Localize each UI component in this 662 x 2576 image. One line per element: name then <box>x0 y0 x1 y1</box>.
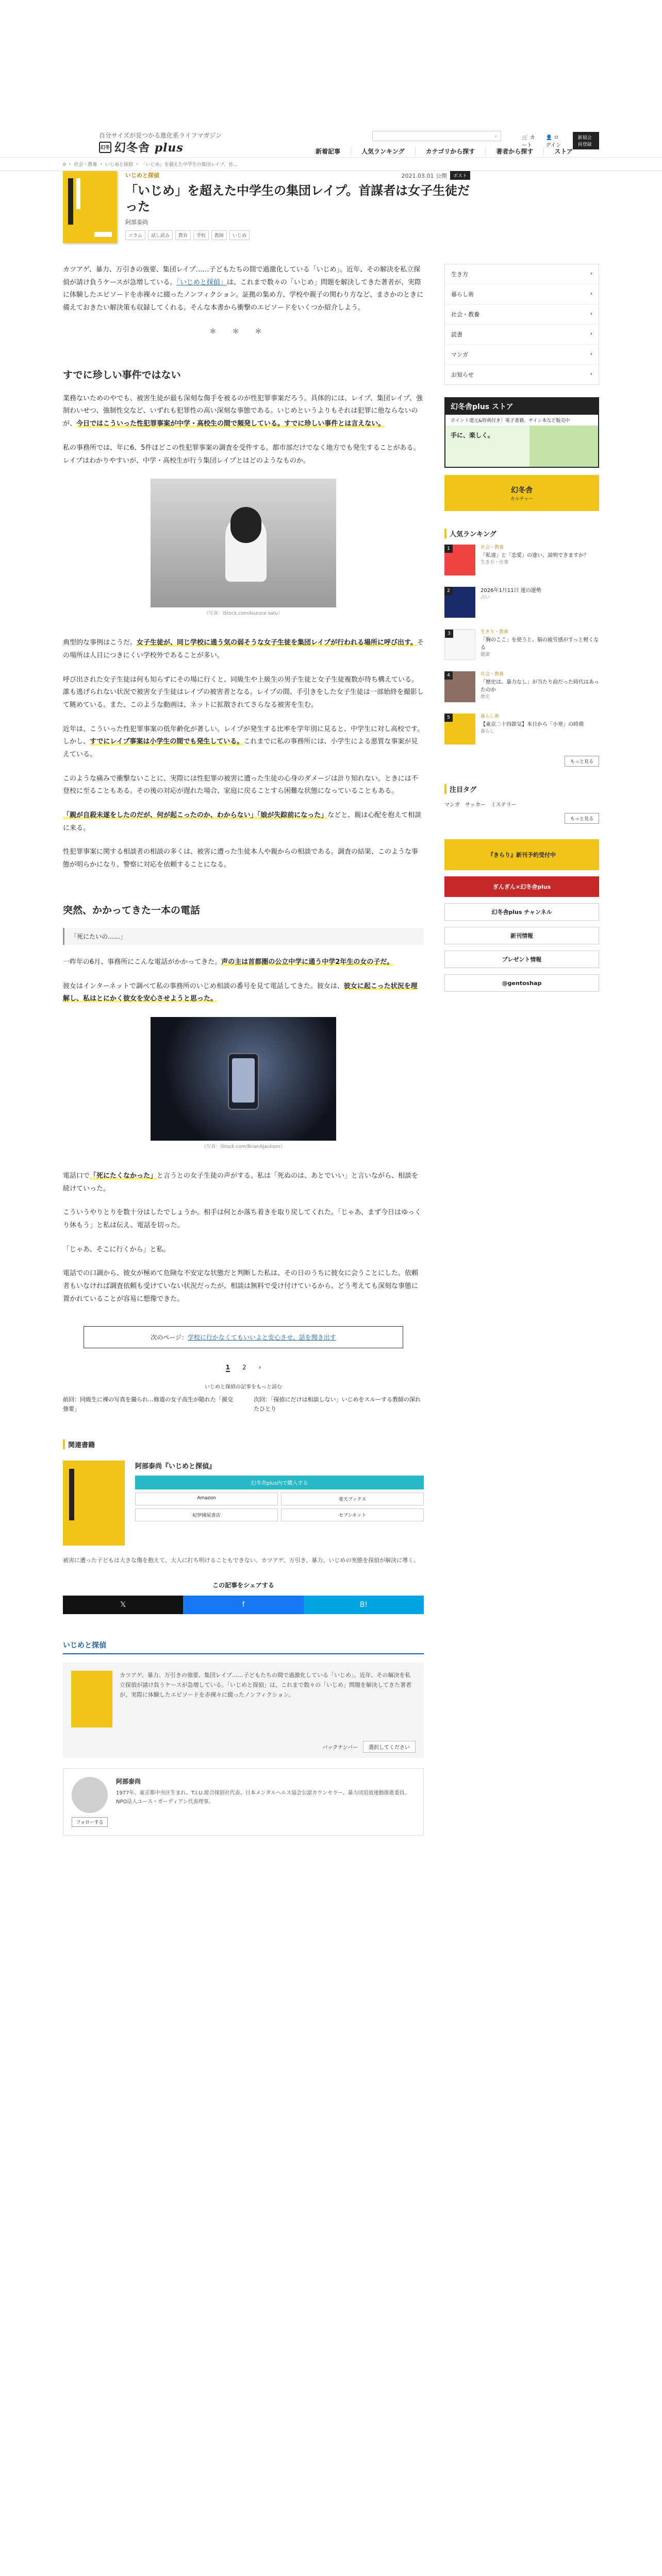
section-heading: 突然、かかってきた一本の電話 <box>63 904 201 916</box>
article-photo <box>151 1017 336 1141</box>
category-item[interactable]: マンガ › <box>445 345 599 365</box>
related-book-cover[interactable] <box>63 1461 125 1546</box>
series-book-cover[interactable] <box>63 171 117 243</box>
nav-new[interactable]: 新着記事 <box>316 148 341 155</box>
nav-ranking[interactable]: 人気ランキング <box>351 147 415 156</box>
side-banner[interactable]: 『きらり』新刊予約受付中 <box>444 839 599 870</box>
paragraph: 彼女はインターネットで調べて私の事務所のいじめ相談の番号を見て電話してきた。彼女は、彼女に起こった状況を理解し、私はとにかく彼女を安心させようと思った。 <box>63 982 418 1003</box>
breadcrumb-item[interactable]: 社会・教養 <box>74 162 97 167</box>
series-description: カツアゲ、暴力、万引きの強要、集団レイプ……子どもたちの間で過激化している「いじめ」。近年、その解決を私立探偵が請け負うケースが急増している。「いじめと探偵」は、これまで数々の「いじめ」問題を解決してきた著者が、実際に体験したエピソードを赤裸々に綴ったノンフィクション。 <box>120 1672 411 1698</box>
backnumber-select[interactable]: 選択してください <box>363 1741 416 1753</box>
next-article-link[interactable]: 次回：「探偵にだけは相談しない」いじめをスルーする教師の深れたひとり <box>254 1396 421 1412</box>
author-bio: 1977年、東京都中央区生まれ。T.I.U.総合探偵社代表。日本メンタルヘルス協会公認カウンセラー。暴力団追放運動推進委員。NPO法人ユース・ガーディアン代表理事。 <box>116 1790 410 1805</box>
ranking-item[interactable]: 3 生き方・教養 「胸のここ」を使うと、脳の疲労感がすっと軽くなる 健康 <box>444 629 599 660</box>
search-icon[interactable]: ⌕ <box>494 133 498 139</box>
chevron-right-icon: › <box>590 270 592 277</box>
more-button[interactable]: もっと見る <box>565 813 599 824</box>
tag-list <box>125 230 470 240</box>
related-book-name[interactable]: 阿部泰尚『いじめと探偵』 <box>135 1462 216 1470</box>
series-title[interactable]: いじめと探偵 <box>63 1640 424 1654</box>
section-heading: すでに珍しい事件ではない <box>63 369 181 381</box>
author-name[interactable]: 阿部泰尚 <box>116 1778 141 1786</box>
photo-caption: （写真：iStock.com/BrianAJackson） <box>202 1144 285 1149</box>
author-avatar[interactable] <box>72 1777 108 1813</box>
series-card-cover[interactable] <box>71 1671 112 1727</box>
ranking-item[interactable]: 1 社会・教養 「私達」と「恋愛」の違い、説明できますか？ 生き方・仕事 <box>444 545 599 575</box>
paragraph: カツアゲ、暴力、万引きの強要、集団レイプ……子どもたちの間で過激化している「いじめ」。近年、その解決を私立探偵が請け負うケースが急増している。「いじめと探偵」は、これまで数々の「いじめ」問題を解決してきた著者が、実際に体験したエピソードを赤裸々に綴ったノンフィクション。証拠の集め方、学校や親子の関わり方など、まさかのときに備えておきたい解決策も収録してくれる。そんな本書から衝撃のエピソードをいくつか紹介しよう。 <box>63 266 424 312</box>
cart-icon: 🛒 <box>522 135 528 141</box>
category-item[interactable]: 読書 › <box>445 325 599 345</box>
category-item[interactable]: 社会・教養 › <box>445 304 599 325</box>
ranking-item[interactable]: 2 2026年1月11日 運の運勢 占い <box>444 587 599 618</box>
chevron-right-icon: › <box>590 370 592 377</box>
share-facebook-button[interactable] <box>183 1596 303 1614</box>
next-page-link[interactable]: 学校に行かなくてもいいよと安心させ、話を聞き出す <box>188 1334 336 1342</box>
popular-tag[interactable]: マンガ <box>444 802 460 808</box>
series-card <box>63 1663 424 1736</box>
author-card <box>63 1768 424 1836</box>
side-banner[interactable]: 幻冬舎plus チャンネル <box>444 903 599 921</box>
paragraph: 呼び出された女子生徒は何も知らずにその場に行くと、同級生や上級生の男子生徒と女子生徒複数が待ち構えている。誰も逃げられない状況で被害女子生徒はレイプの被害者となる。レイプの間、手引きをした女子生徒は一部始終を撮影して眺めている。また、このような動画は、ネットに拡散されてさらなる被害を生む。 <box>63 675 424 709</box>
post-button[interactable]: ポスト <box>450 171 470 180</box>
paragraph: 「じゃあ、そこに行くから」と私。 <box>63 1245 170 1253</box>
breadcrumb: ⌂ › 社会・教養 › いじめと探偵 › 「いじめ」を超えた中学生の集団レイプ。首... <box>0 158 662 171</box>
category-item[interactable]: お知らせ › <box>451 370 592 378</box>
article-category[interactable]: いじめと探偵 <box>125 172 159 179</box>
paragraph: 電話口で「死にたくなかった」と言うとの女子生徒の声がする。私は「死ぬのは、あとでいい」と言いながら、相談を続けていった。 <box>63 1172 419 1193</box>
related-books-title: 関連書籍 <box>63 1439 424 1449</box>
article-photo <box>151 479 336 607</box>
paragraph: 近年は、こういった性犯罪事案の低年齢化が著しい。レイプが発生する比率を学年別に見ると、中学生に対し高校です。しかし、すでにレイプ事案は小学生の間でも発生している。これまでに私の事務所には、小学生による悪質な事案が見えている。 <box>63 725 424 758</box>
tag[interactable]: 教育 <box>175 230 191 240</box>
register-button[interactable]: 新規会員登録 <box>573 132 599 149</box>
article-header <box>63 171 470 243</box>
category-item[interactable]: 生き方 › <box>445 264 599 284</box>
paragraph: こういうやりとりを数十分はしたでしょうか。相手は何とか落ち着きを取り戻してくれた。「じゃあ、まず今日はゆっくり休もう」と私は伝え、電話を切った。 <box>63 1209 421 1229</box>
side-banner[interactable]: 新刊情報 <box>444 927 599 944</box>
paragraph: 典型的な事例はこうだ。女子生徒が、同じ学校に通う気の弱そうな女子生徒を集団レイプが行われる場所に呼び出す。その場所は人目につきにくい学校外であることが多い。 <box>63 639 424 659</box>
share-hatena-button[interactable] <box>304 1596 424 1614</box>
paragraph: 私の事務所では、年に6、5件ほどこの性犯罪事案の調査を受件する。都市部だけでなく地方でも発生することがある。レイプはわかりやすいが、中学・高校生が行う集団レイプとはどのようなものか。 <box>63 444 420 465</box>
publish-date: 2021.03.01 公開 <box>401 172 447 179</box>
paragraph: このような痛みで衝撃ないことに、実際には性犯罪の被害に遭った生徒の心身のダメージは計り知れない。ときには不登校に至ることもある。その後の対応が遅れた場合、家庭に戻ることすら困難な状態になっていることもある。 <box>63 774 418 795</box>
chevron-right-icon: › <box>590 290 592 297</box>
logo-text: 幻冬舎 plus <box>114 141 184 155</box>
pagination <box>63 1364 424 1372</box>
series-navigation <box>63 1395 424 1413</box>
nav-author[interactable]: 著者から探す <box>485 147 543 156</box>
breadcrumb-current: 「いじめ」を超えた中学生の集団レイプ。首... <box>141 162 238 167</box>
tag[interactable]: 試し読み <box>148 230 173 240</box>
search-input[interactable] <box>372 131 501 141</box>
category-menu <box>444 264 599 385</box>
nav-store[interactable]: ストア <box>543 147 583 156</box>
tag[interactable]: 学校 <box>193 230 209 240</box>
shop-link[interactable]: Amazon <box>135 1493 278 1505</box>
series-more: いじめと探偵の記事をもっと読む <box>205 1384 282 1391</box>
site-logo[interactable] <box>99 139 184 155</box>
shop-link[interactable]: 楽天ブックス <box>281 1493 424 1505</box>
related-book <box>63 1461 424 1556</box>
ranking-title: 人気ランキング <box>444 529 599 538</box>
related-book-description: 被害に遭った子どもは大きな傷を抱えて、大人に打ち明けることもできない。カツアゲ、万引き、暴力、いじめの実態を探偵が解決に導く。 <box>63 1556 420 1564</box>
tags-title: 注目タグ <box>444 784 599 794</box>
prev-article-link[interactable]: 前回：同級生に裸の写真を撮られ…修道の女子高生が陥れた「援交強要」 <box>63 1396 233 1412</box>
photo-caption: （写真：iStock.com/kuzune satu） <box>204 611 283 617</box>
category-item[interactable]: 暮らし術 › <box>445 284 599 304</box>
paragraph: 電話での口調から、彼女が極めて危険な不安定な状態だと判断した私は、その日のうちに彼女に会うことにした。依頼者もいなければ調査依頼も受けていない状況だったが、相談は無料で受け付けているから、どう考えても深刻な事態に置かれていることが容易に想像できた。 <box>63 1269 419 1303</box>
next-page-box: 次のページ：学校に行かなくてもいいよと安心させ、話を聞き出す <box>84 1326 403 1348</box>
side-banner[interactable]: ぎんぎん×幻冬舎plus <box>444 876 599 897</box>
x-icon: 𝕏 <box>120 1601 126 1609</box>
shop-link[interactable]: セブンネット <box>281 1509 424 1521</box>
side-banner[interactable]: プレゼント情報 <box>444 951 599 968</box>
share-x-button[interactable] <box>63 1596 183 1614</box>
popular-tag[interactable]: ミステリー <box>490 802 517 808</box>
page-link[interactable]: 1 <box>225 1364 230 1371</box>
global-nav <box>305 147 583 156</box>
more-button[interactable]: もっと見る <box>565 756 599 767</box>
share-buttons <box>63 1596 424 1614</box>
article-title: 「いじめ」を超えた中学生の集団レイプ。首謀者は女子生徒だった <box>125 183 470 214</box>
chevron-right-icon: › <box>590 330 592 337</box>
home-icon[interactable]: ⌂ <box>63 161 66 167</box>
site-header <box>0 0 662 158</box>
paragraph: 「親が自殺未遂をしたのだが、何が起こったのか、わからない」「娘が失踪前になった」などと、親は心配を抱えて相談に来る。 <box>63 811 422 832</box>
nav-category[interactable]: カテゴリから探す <box>415 147 486 156</box>
buy-button[interactable]: 幻冬舎plus内で購入する <box>135 1476 424 1489</box>
section-separator: ＊＊＊ <box>209 327 277 336</box>
share-heading: この記事をシェアする <box>212 1582 274 1589</box>
shop-link[interactable]: 紀伊國屋書店 <box>135 1509 278 1521</box>
series-link[interactable]: 「いじめと探偵」 <box>176 278 227 286</box>
cart-link[interactable]: 🛒 カート <box>522 135 535 148</box>
side-banner[interactable]: @gentoshap <box>444 974 599 992</box>
follow-button[interactable]: フォローする <box>72 1817 108 1827</box>
next-page-arrow[interactable]: › <box>258 1364 261 1371</box>
backnumber: バックナンバー 選択してください <box>63 1736 424 1758</box>
breadcrumb-item[interactable]: いじめと探偵 <box>105 162 133 167</box>
facebook-icon: f <box>242 1601 245 1609</box>
user-icon: 👤 <box>545 135 552 141</box>
culture-banner[interactable]: 幻冬舎 カルチャー <box>444 475 599 511</box>
popular-tag[interactable]: サッカー <box>465 802 486 808</box>
paragraph: 一昨年の6月、事務所にこんな電話がかかってきた。声の主は首都圏の公立中学に通う中学2年生の女の子だ。 <box>63 958 394 966</box>
chevron-right-icon: › <box>590 310 592 317</box>
quote: 「死にたいの……」 <box>63 928 424 945</box>
site-tagline: 自分サイズが見つかる進化系ライフマガジン <box>99 132 222 139</box>
page-link[interactable]: 2 <box>242 1364 246 1371</box>
login-link[interactable]: 👤 ログイン <box>545 135 561 148</box>
store-banner[interactable]: 幻冬舎plus ストア ポイント還元&特典付き！電子書籍、サイン本など販売中 手に、楽しく。 <box>444 397 599 468</box>
chevron-right-icon: › <box>590 350 592 357</box>
paragraph: 業務ないためのやでも、被害生徒が最も深刻な傷手を被るのが性犯罪事案だろう。具体的には、レイプ、集団レイプ、強制わいせつ、強制性交など、いずれも犯罪性の高い深刻な事態である。いじめというよりもそれは犯罪に他ならないのが、今日ではこういった性犯罪事案が中学・高校生の間で頻発している。すでに珍しい事件とは言えない。 <box>63 394 423 428</box>
tag[interactable]: いじめ <box>229 230 250 240</box>
hatena-icon: B! <box>359 1601 368 1609</box>
logo-mark: 幻冬 <box>99 142 111 153</box>
article-body <box>63 264 424 1836</box>
tag[interactable]: コラム <box>125 230 145 240</box>
tag[interactable]: 教師 <box>211 230 227 240</box>
sidebar <box>444 264 599 1836</box>
article-author[interactable]: 阿部泰尚 <box>125 219 148 226</box>
ranking-item[interactable]: 4 社会・教養 「歴史は、暴力なし」が当たり前だった時代はあったのか 歴史 <box>444 671 599 702</box>
ranking-item[interactable]: 5 暮らし術 【東京二十四節気】本日から「小寒」の時期 暮らし <box>444 714 599 744</box>
paragraph: 性犯罪事案に関する相談者の相談の多くは、被害に遭った生徒本人や親からの相談である。調査の結果、このような事態が明らかになり、警察に対応を依頼することになる。 <box>63 848 419 869</box>
